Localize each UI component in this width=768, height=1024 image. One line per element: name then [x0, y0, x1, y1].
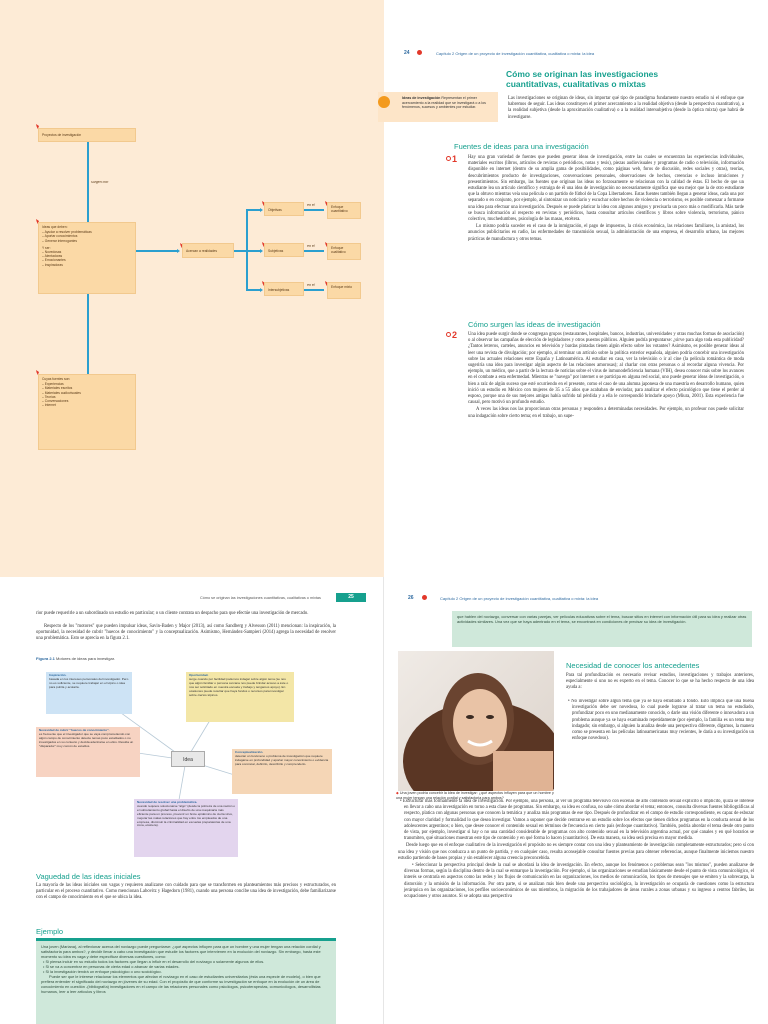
branch-intersubjective: Intersubjetivas: [264, 282, 304, 296]
figure-label: Figura 2.1: [36, 656, 55, 661]
example-heading: Ejemplo: [36, 927, 64, 936]
antecedents-intro: Para tal profundización es necesario revisar estudios, investigaciones y trabajos anteriores, especialmente si uno no es experto en el tema. Conocer lo que se ha hecho respecto de una idea ayuda a:: [566, 673, 754, 691]
node-problem: [134, 799, 238, 857]
paragraph: Desde luego que en el enfoque cualitativo de la investigación el propósito no es siempre contar con una idea y planteamiento de investigación completamente estructurados; pero sí con una idea y visión que nos conduzca a un punto de partida, y en cualquier caso, resulta aconsejable consultar fuentes previas para obtener referencias, aunque finalmente iniciemos nuestro estudio partiendo de bases propias y sin establecer alguna creencia preconcebida.: [398, 843, 754, 861]
example-paragraph: Puede ser que le interese relacionar los elementos que afectan el noviazgo en el caso de estudiantes universitarios (ésta una especie de modelo), o bien que prefiera entender el significado del noviazgo en jóvenes de su edad. Con el propósito de que conforme su investigación se enfoque en la evolución de un área de conocimiento en cuestión -(bibliografía) investigadores en el campo de las relaciones personales como psicólogos, psicoterapeutas, comunicólogos, desarrollistas humanos, leer a leer artículos y libros: [41, 974, 321, 994]
bullet-item: • No investigar sobre algún tema que ya se haya estudiado a fondo. Esto implica que una buena investigación debe ser novedosa, lo cual puede lograrse al tratar un tema no estudiado, profundizar poco en uno medianamente conocido, o darle una visión diferente o innovadora a un problema aunque ya se haya examinado repetidamente (por ejemplo, la familia es un tema muy indagado; sin embargo, si alguien la analiza desde una perspectiva diferente, digamos, la manera como se presenta en las películas latinoamericanas muy recientes, le daría a su investigación un enfoque novedoso).: [568, 699, 754, 742]
paragraph: Lo mismo podría suceder en el caso de la inmigración, el pago de impuestos, la crisis económica, las relaciones familiares, la amistad, los anuncios publicitarios en radio, las enfermedades de transmisión sexual, la administración de una empresa, el desarrollo urbano, las mejores prácticas de manufactura y otros temas.: [468, 224, 744, 242]
ideas-subitem: – Inspiradoras: [42, 262, 63, 267]
running-header: Capítulo 2 Origen de un proyecto de investigación cuantitativa, cualitativa o mixta: la idea: [440, 596, 599, 601]
connector-line: [246, 209, 260, 211]
section-heading: Cómo surgen las ideas de investigación: [468, 320, 601, 329]
sources-item: – Materiales escritos: [42, 386, 73, 391]
ideas-item: – Generar interrogantes: [42, 238, 78, 243]
ideas-subitem: – Alentadoras: [42, 254, 63, 259]
connector-label: en el: [307, 283, 315, 287]
branch-subjective: Subjetivas: [264, 243, 304, 257]
node-text: basada en los intereses personales del investigador. Pero no es suficiente, se requiere trabajar en el tópico o idea para pulirla y acotarla.: [49, 676, 129, 689]
sidebar-note: [378, 92, 498, 122]
gutter-divider: [383, 577, 384, 1024]
node-text: cuando requiere solucionarse "algo" (desde la pobreza de una nación o el sobrelamiento global hasta el diseño de una maquinaria más eficiente para un proceso, prevenir un brote epidémico de cierta virus, mejorar las malas relaciones que hay entre los empleados de una empresa, disminuir la criminalidad en escuelas preparatorias de una zona, etcétera).: [137, 803, 235, 828]
connector-line: [304, 209, 324, 211]
figure-caption-text: Motores de ideas para investigar.: [56, 656, 115, 661]
section-heading: Vaguedad de las ideas iniciales: [36, 872, 141, 881]
sources-box: [38, 374, 136, 450]
paragraph: A veces las ideas nos las proporcionan otras personas y responden a determinadas necesidades. Por ejemplo, un profesor nos puede solicitar una indagación sobre cierto tema; en el trabajo, un supe-: [468, 407, 744, 419]
section-heading: Fuentes de ideas para una investigación: [454, 142, 589, 151]
figure-2-1: [36, 667, 336, 863]
connector-line: [304, 289, 324, 291]
example-continuation-box: que hablen del noviazgo, conversar con varias parejas, ver películas educativas sobre el tema, buscar sitios en internet con información útil para su idea y realizar otras actividades similares. Una vez que se haya adentrado en el tema, se encontrará en condiciones de precisar su idea de investigación.: [452, 611, 752, 647]
sidebar-term: Ideas de investigación: [402, 96, 441, 100]
page-tab: [336, 593, 366, 602]
chapter-logo-icon: [422, 595, 427, 600]
node-title: Necesidad de resolver una problemática.: [137, 800, 198, 804]
page-24-text: [384, 0, 768, 577]
result-mixed: Enfoque mixto: [327, 282, 361, 299]
example-paragraph: Una joven (Mariana), al reflexionar acerca del noviazgo puede preguntarse: ¿qué aspectos influyen para que un hombre y una mujer tengan una relación cordial y satisfactoria para ambos?, y decidir llevar a cabo una investigación que estudie los factores que intervienen en la evolución del noviazgo. Sin embargo, hasta este momento su idea es vaga y debe especificar diversas cuestiones, como:: [41, 944, 321, 959]
sources-item: – Experiencias: [42, 382, 64, 387]
ideas-subitem: – Emocionantes: [42, 258, 66, 263]
node-title: Oportunidad.: [189, 673, 209, 677]
example-box: [36, 941, 336, 1024]
ideas-item: – Aportar conocimientos: [42, 234, 78, 239]
connector-label: en el: [307, 244, 315, 248]
section-heading: Necesidad de conocer los antecedentes: [566, 661, 700, 670]
example-bullet: • Si la investigación tendrá un enfoque psicológico o uno sociológico.: [43, 969, 162, 974]
running-header: Cómo se originan las investigaciones cuantitativas, cualitativas o mixtas: [200, 596, 321, 600]
result-quantitative: Enfoque cuantitativo: [327, 202, 361, 219]
sidebar-note-text: [402, 96, 494, 110]
sources-item: – Conversaciones: [42, 399, 69, 404]
page-number: 24: [404, 50, 410, 56]
connector-line: [246, 289, 260, 291]
note-tab-icon: [378, 96, 390, 108]
connector-line: [246, 250, 260, 252]
antecedents-body: [398, 799, 754, 1024]
section-body: [468, 155, 744, 244]
woman-portrait-image: [398, 651, 554, 791]
node-text: detectar un fenómeno o problema de investigación que requiere indagarse en profundidad y aportar mayor conocimiento o evidencia para concretar, definirlo, describirlo y comprenderlo.: [235, 753, 329, 766]
arrow-right-icon: [260, 288, 263, 292]
section-badge-number: 2: [452, 330, 458, 340]
caption-marker-icon: ◆: [396, 791, 399, 795]
arrow-right-icon: [260, 208, 263, 212]
bottom-spread: [0, 577, 768, 1024]
paragraph: Hay una gran variedad de fuentes que pueden generar ideas de investigación, entre las cuales se encuentran las experiencias individuales, materiales escritos (libros, artículos de revistas o periódicos, notas y tesis), piezas audiovisuales y programas de radio o televisión, información disponible en internet (dentro de su amplia gama de posibilidades, como páginas web, foros de discusión, redes sociales y otras), teorías, descubrimientos producto de investigaciones, conversaciones personales, observaciones de hechos, creencias e incluso intuiciones y presentimientos. Sin embargo, las fuentes que originan las ideas no forzosamente se relacionan con la calidad de éstas. El hecho de que un estudiante lea un artículo científico y extraiga de él una idea de investigación no necesariamente significa que sea mejor que la de otro estudiante que la obtuvo mientras veía una película o un partido de fútbol de la Copa Libertadores. Estas fuentes también llegan a generar ideas, cada una por separado o en conjunto, por ejemplo, al sintonizar un noticiario y escuchar sobre hechos de violencia o terrorismo, es posible comenzar a formarse una idea para efectuar una investigación. Después se puede platicar la idea con algunos amigos y precisarla un poco más o modificarla. Más tarde se busca información al respecto en revistas y periódicos, hasta consultar artículos científicos y libros sobre violencia, terrorismo, pánico colectivo, muchedumbres, psicología de las masas, etcétera.: [468, 155, 744, 223]
ideas-sublist: [42, 250, 132, 267]
node-title: Conceptualización.: [235, 750, 264, 754]
sources-item: – Teorías: [42, 394, 56, 399]
connector-label: surgen con: [91, 180, 109, 184]
ideas-box: [38, 222, 136, 294]
sources-list: [42, 382, 132, 407]
connector-line: [87, 294, 89, 374]
node-conceptualization: [232, 749, 332, 794]
example-bullet: • Si se va a concentrar en personas de cierta edad o abarcar de varias edades.: [43, 964, 180, 969]
motors-paragraph: Respecto de los "motores" que pueden impulsar ideas, Savin-Baden y Major (2013), así como Sandberg y Alvesson (2011) mencionan: la inspiración, la oportunidad, la necesidad de cubrir "huecos de conocimiento" y la conceptualización. Asimismo, Hernández-Sampieri (2014) agrega la necesidad de resolver una problemática. Esto se aprecia en la figura 2.1.: [36, 624, 336, 642]
node-opportunity: [186, 672, 294, 722]
vague-paragraph: La mayoría de las ideas iniciales son vagas y requieren analizarse con cuidado para que se transformen en planteamientos más precisos y estructurados, en particular en el proceso cuantitativo. Como mencionan Labovitz y Hagedorn (1981), cuando una persona concibe una idea de investigación, debe familiarizarse con el campo de conocimiento en el que se ubica la idea.: [36, 883, 336, 901]
node-text: surge cuando por facilidad podemos indagar sobre algún tema (se nos que algún familiar o persona cercana nos puede brindar acceso a éste o nos ser solicitado en nuestra escuela y trabajo y tengamos apoyo). En ocasiones puede resultar que haya fondos o recursos para investigar sobre ciertos tópicos.: [189, 676, 289, 697]
sidebar-definition: Representan el primer acercamiento a la realidad que se investigará o a los fenómenos, sucesos y ambientes por estudiar.: [402, 96, 486, 110]
left-page-diagram-panel: [0, 0, 384, 577]
page-number: 25: [348, 594, 354, 600]
sources-title: Cuyas fuentes son:: [42, 377, 71, 381]
bullet-item: • Seleccionar la perspectiva principal desde la cual se abordará la idea de investigación. En efecto, aunque los fenómenos o problemas sean "los mismos", pueden analizarse de diversas formas, según la disciplina dentro de la cual se enmarque la investigación. Por ejemplo, si las organizaciones se estudian básicamente desde el punto de vista comunicológico, el interés se centraría en aspectos como las redes y los flujos de comunicación en las organizaciones, los medios de comunicación, los tipos de mensajes que se emiten y la sobrecarga, la distorsión y la omisión de la información. Por otra parte, si se analizan más bien desde una perspectiva sociológica, la investigación se ocuparía de cuestiones como la estructura jerárquica en las organizaciones, los perfiles socioeconómicos de sus miembros, la migración de los trabajadores de áreas rurales a zonas urbanas y su ingreso a centros fabriles, las ocupaciones y otros asuntos. Si se adopta una perspectiva: [404, 863, 754, 900]
arrow-right-icon: [177, 249, 180, 253]
paragraph: Una idea puede surgir donde se congregan grupos (restaurantes, hospitales, bancos, industrias, universidades y otras muchas formas de asociación) o al observar las campañas de elección de legisladores y otros puestos públicos. Alguien podría preguntarse: ¿sirve para algo toda esta publicidad? ¿Tantos letreros, carteles, anuncios en televisión y bardas pintadas tienen algún efecto sobre los votantes? Asimismo, es posible generar ideas al leer una revista de divulgación; por ejemplo, al terminar un artículo sobre la política exterior española, alguien podría concebir una investigación sobre las actuales relaciones entre España y Latinoamérica. Al estudiar en casa, ver la televisión o ir al cine (la película romántica de moda sugeriría una idea para investigar algún aspecto de las relaciones amorosas); al charlar con otras personas o al recordar alguna vivencia. Por ejemplo, un médico, que a partir de la lectura de noticias sobre el virus de inmunodeficiencia humana (VIH), desea conocer más sobre los avances en el combate a esta enfermedad. Mientras se "navega" por internet o se participa en alguna red social, uno puede generar ideas de investigación, o bien a raíz de algún suceso que esté ocurriendo en el presente, como el caso de una alumna japonesa de una maestría en desarrollo humano, quien inició un estudio en México con mujeres de 35 a 55 años que acababan de enviudar, para analizar el efecto psicológico que tiene el perder al esposo, porque una de sus mejores amigas había sufrido tal pérdida y a ella le correspondió brindarle apoyo (Miura, 2001). Esta experiencia fue causal, pero motivó un profundo estudio.: [468, 332, 744, 406]
sources-item: – Materiales audiovisuales: [42, 390, 81, 395]
section-title: Cómo se originan las investigaciones cuantitativas, cualitativas o mixtas: [506, 69, 659, 89]
ideas-subtitle: Y ser:: [42, 245, 51, 250]
chapter-logo-icon: [417, 50, 422, 55]
connector-label: en el: [307, 203, 315, 207]
bullet-1-top: [566, 699, 754, 794]
node-inspiration: [46, 672, 132, 714]
connector-line: [136, 250, 178, 252]
section-body: [468, 332, 744, 421]
connector-line: [234, 250, 246, 252]
result-qualitative: Enfoque cualitativo: [327, 243, 361, 260]
lead-paragraph: rior puede requerirle a un subordinado un estudio en particular; o un cliente contrata un despacho para que efectúe una investigación de mercado.: [36, 611, 309, 616]
diagram-top-box: Proyectos de investigación: [38, 128, 136, 142]
section-badge: [446, 330, 457, 340]
ideas-subitem: – Novedosas: [42, 250, 62, 255]
woman-photo: [398, 651, 554, 791]
photo-caption-text: Una joven podría concebir la idea de investigar: ¿qué aspectos influyen para que un hombre y una mujer tengan una relación cordial y satisfactoria para ambos?: [396, 791, 554, 800]
connector-line: [87, 142, 89, 222]
sources-item: – Internet: [42, 403, 56, 408]
connector-line: [304, 250, 324, 252]
branch-objective: Objetivas: [264, 202, 304, 216]
intro-paragraph: Las investigaciones se originan de ideas, sin importar qué tipo de paradigma fundamente nuestro estudio ni el enfoque que habremos de seguir. Las ideas constituyen el primer acercamiento a la realidad objetiva (desde la perspectiva cuantitativa), a la realidad subjetiva (desde la aproximación cualitativa) o a la realidad intersubjetiva (desde la óptica mixta) que habrá de investigarse.: [508, 96, 744, 120]
arrow-right-icon: [260, 249, 263, 253]
node-title: Inspiración.: [49, 673, 67, 677]
section-badge-number: 1: [452, 154, 458, 164]
swirl-icon: [446, 332, 451, 337]
ideas-box-title: Ideas que deben:: [42, 225, 68, 229]
section-badge: [446, 154, 457, 164]
example-bullet: • Si piensa incluir en su estudio todos los factores que llegan a influir en el desarrollo del noviazgo o solamente algunos de ellos.: [43, 959, 265, 964]
center-box: Acercan a realidades: [182, 243, 234, 258]
node-center-idea: Idea: [171, 751, 205, 767]
figure-caption: [36, 656, 115, 661]
node-gaps: [36, 727, 140, 777]
ideas-item: – Ayudar a resolver problemáticas: [42, 230, 92, 235]
node-text: es frecuente que el investigador que se vaya comprometiendo con algún campo de conocimiento detecte temas poco estudiados o no investigados en su contexto y decida adentrarse en ellos. Resulta un "disparador" muy común de estudios.: [39, 731, 134, 748]
bullet-item: • Estructurar más formalmente la idea de investigación. Por ejemplo, una persona, al ver un programa televisivo con escenas de alto contenido sexual explícito o implícito, quizá se interese en llevar a cabo una investigación en torno a esta clase de programas. Sin embargo, su idea es confusa, no sabe cómo abordar el tema; entonces, consulta diversas fuentes bibliográficas al respecto, platica con algunas personas que conocen la temática y analiza más programas de ese tipo. Después de profundizar en el campo de estudio correspondiente, es capaz de esbozar con mayor claridad y formalidad lo que desea investigar. Vamos a suponer que decide centrarse en un estudio sobre los efectos que tienen dichos programas en la conducta sexual de los adolescentes argentinos; o bien, que desee conocer el contenido sexual en términos de frecuencia en cierto país (enfoque cuantitativo). También, podría abordar el tema desde otro punto de vista, por ejemplo, investigar si hay o no una cantidad considerable de programas con alto contenido sexual en la televisión argentina actual, por qué canales y en qué horarios se transmiten, qué situaciones muestran este tipo de contenido y en qué forma lo hacen (cuantitativo). De esta manera, su idea será precisa en mayor medida.: [400, 799, 754, 842]
ideas-list: [42, 230, 132, 243]
node-title: Necesidad de cubrir "huecos de conocimiento".: [39, 728, 110, 732]
running-header: Capítulo 2 Origen de un proyecto de investigación cuantitativa, cualitativa o mixta: la idea: [436, 51, 595, 56]
swirl-icon: [446, 156, 451, 161]
page-number: 26: [408, 595, 414, 601]
